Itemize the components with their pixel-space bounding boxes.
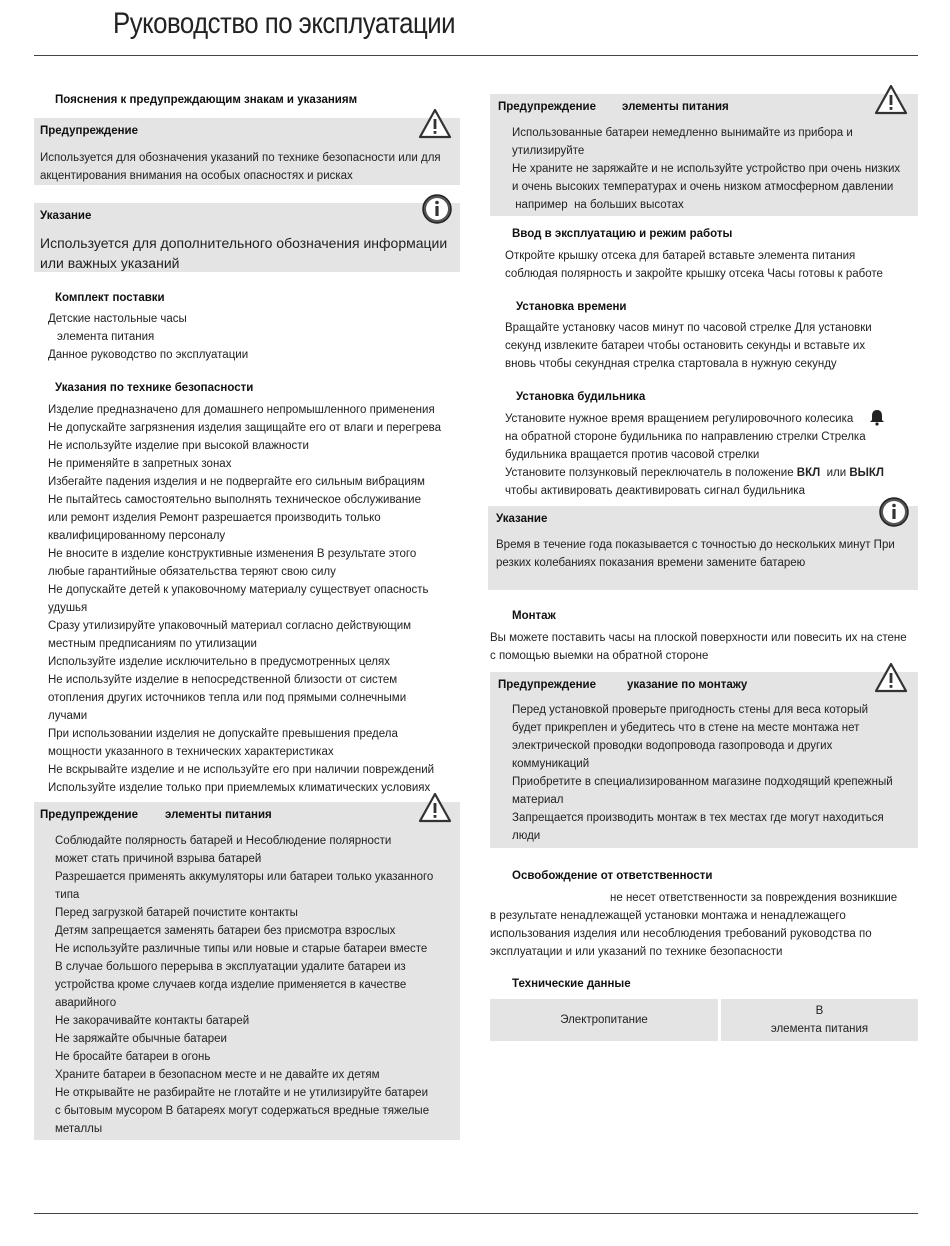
tech-value-line: элемента питания (770, 1023, 869, 1035)
mount-warning-item: люди (512, 830, 541, 842)
safety-item: Не вносите в изделие конструктивные изменения В результате этого (48, 548, 417, 560)
mount-warning-item: Запрещается производить монтаж в тех местах где могут находиться (512, 812, 884, 824)
note-box-line: Время в течение года показывается с точностью до нескольких минут При (496, 539, 895, 551)
battery-warning-item: Не используйте различные типы или новые и старые батареи вместе (55, 943, 428, 955)
battery-warning-heading: Предупреждение (498, 101, 596, 113)
battery-warning-heading: Предупреждение (40, 809, 138, 821)
safety-item: Не используйте изделие при высокой влажности (48, 440, 309, 452)
mount-warning-item: будет прикреплен и убедитесь что в стене на месте монтажа нет (512, 722, 860, 734)
safety-item: Не применяйте в запретных зонах (48, 458, 232, 470)
mount-warning-subheading: указание по монтажу (627, 679, 748, 691)
safety-item: Изделие предназначено для домашнего непромышленного применения (48, 404, 435, 416)
time-setting-line: Вращайте установку часов минут по часовой стрелке Для установки (505, 322, 872, 334)
header-divider (34, 55, 918, 56)
mount-warning-item: коммуникаций (512, 758, 590, 770)
battery-warning-box-right (490, 94, 918, 216)
battery-warning-item: металлы (55, 1123, 103, 1135)
safety-item: Избегайте падения изделия и не подвергайте его сильным вибрациям (48, 476, 425, 488)
note-box-line: резких колебаниях показания времени замените батарею (496, 557, 806, 569)
battery-warning-item: Перед загрузкой батарей почистите контакты (55, 907, 298, 919)
battery-warning-item: аварийного (55, 997, 117, 1009)
page-title: Руководство по эксплуатации (113, 7, 456, 40)
battery-warning-item: Не храните не заряжайте и не используйте устройство при очень низких (512, 163, 901, 175)
alarm-off-label: ВЫКЛ (849, 467, 884, 479)
startup-line: соблюдая полярность и закройте крышку отсека Часы готовы к работе (505, 268, 883, 280)
alarm-line: Установите нужное время вращением регулировочного колесика (505, 413, 854, 425)
startup-line: Откройте крышку отсека для батарей вставьте элемента питания (505, 250, 856, 262)
safety-item: местным предписаниям по утилизации (48, 638, 257, 650)
section-heading-delivery: Комплект поставки (55, 292, 165, 304)
liability-line: эксплуатации и или указаний по технике безопасности (490, 946, 783, 958)
alarm-switch-line2: чтобы активировать деактивировать сигнал будильника (505, 485, 805, 497)
tech-data-table (490, 999, 918, 1041)
mount-warning-item: Приобретите в специализированном магазине подходящий крепежный (512, 776, 893, 788)
safety-item: Не вскрывайте изделие и не используйте его при наличии повреждений (48, 764, 435, 776)
safety-list (48, 401, 441, 797)
safety-item: Не пытайтесь самостоятельно выполнять техническое обслуживание (48, 494, 422, 506)
safety-item: Не допускайте загрязнения изделия защищайте его от влаги и перегрева (48, 422, 441, 434)
time-setting-line: секунд извлеките батареи чтобы остановить секунды и вставьте их (505, 340, 866, 352)
alarm-on-label: ВКЛ (796, 467, 821, 479)
battery-warning-item: Не закорачивайте контакты батарей (55, 1015, 250, 1027)
mount-warning-box (490, 672, 918, 848)
delivery-item: Детские настольные часы (48, 313, 187, 325)
battery-warning-item: Не бросайте батареи в огонь (55, 1051, 211, 1063)
section-heading-mounting: Монтаж (512, 610, 556, 622)
note-box-line: Используется для дополнительного обозначения информации (40, 235, 448, 251)
battery-warning-item: типа (55, 889, 80, 901)
safety-item: любые гарантийные обязательства теряют свою силу (48, 566, 336, 578)
mount-warning-item: Перед установкой проверьте пригодность стены для веса который (512, 704, 869, 716)
tech-value-line: В (815, 1005, 824, 1017)
safety-item: мощности указанного в технических характеристиках (48, 746, 334, 758)
section-heading-safety: Указания по технике безопасности (55, 382, 254, 394)
battery-warning-item: Не открывайте не разбирайте не глотайте и не утилизируйте батареи (55, 1087, 428, 1099)
section-heading-startup: Ввод в эксплуатацию и режим работы (512, 228, 733, 240)
battery-warning-item: В случае большого перерыва в эксплуатации удалите батареи из (55, 961, 406, 973)
safety-item: лучами (48, 710, 88, 722)
warning-triangle-icon (874, 84, 908, 116)
safety-item: отопления других источников тепла или под прямыми солнечными (48, 692, 407, 704)
battery-warning-item: может стать причиной взрыва батарей (55, 853, 262, 865)
warning-triangle-icon (418, 108, 452, 140)
info-circle-icon (420, 193, 454, 225)
safety-item: удушья (48, 602, 88, 614)
note-box-heading: Указание (40, 210, 92, 222)
info-circle-icon (877, 496, 911, 528)
note-box-line: или важных указаний (40, 255, 180, 271)
note-box-right (488, 506, 918, 590)
liability-line: в результате ненадлежащей установки монтажа и ненадлежащего (490, 910, 846, 922)
battery-warning-item: Соблюдайте полярность батарей и Несоблюдение полярности (55, 835, 392, 847)
safety-item: квалифицированному персоналу (48, 530, 226, 542)
safety-item: или ремонт изделия Ремонт разрешается производить только (48, 512, 381, 524)
time-setting-line: вновь чтобы секундная стрелка стартовала в нужную секунду (505, 358, 837, 370)
alarm-switch-line (505, 464, 884, 482)
footer-divider (34, 1213, 918, 1214)
battery-warning-item: Детям запрещается заменять батареи без присмотра взрослых (55, 925, 396, 937)
warning-triangle-icon (418, 792, 452, 824)
warning-box-line: акцентирования внимания на особых опасностях и рисках (40, 170, 353, 182)
safety-item: Не используйте изделие в непосредственной близости от систем (48, 674, 398, 686)
warning-box (34, 118, 460, 185)
alarm-line: на обратной стороне будильника по направлению стрелки Стрелка (505, 431, 866, 443)
section-heading-alarm: Установка будильника (516, 391, 646, 403)
liability-line: не несет ответственности за повреждения возникшие (610, 892, 898, 904)
alarm-line: будильника вращается против часовой стрелки (505, 449, 760, 461)
safety-item: Сразу утилизируйте упаковочный материал согласно действующим (48, 620, 412, 632)
battery-warning-subheading: элементы питания (165, 809, 272, 821)
mount-warning-item: материал (512, 794, 564, 806)
battery-warning-item: утилизируйте (512, 145, 585, 157)
mount-warning-item: электрической проводки водопровода газопровода и других (512, 740, 833, 752)
battery-warning-item: например на больших высотах (512, 199, 684, 211)
section-heading-liability: Освобождение от ответственности (512, 870, 713, 882)
warning-box-heading: Предупреждение (40, 125, 138, 137)
battery-warning-item: Использованные батареи немедленно вынимайте из прибора и (512, 127, 853, 139)
battery-warning-item: с бытовым мусором В батареях могут содержаться вредные тяжелые (55, 1105, 430, 1117)
safety-item: Используйте изделие только при приемлемых климатических условиях (48, 782, 431, 794)
delivery-item: элемента питания (57, 331, 155, 343)
battery-warning-item: устройства кроме случаев когда изделие применяется в качестве (55, 979, 407, 991)
note-box (34, 203, 460, 272)
bell-icon (868, 408, 886, 426)
battery-warning-box-left (34, 802, 460, 1140)
section-heading-tech: Технические данные (512, 978, 631, 990)
tech-label-cell: Электропитание (490, 999, 718, 1041)
mounting-line: Вы можете поставить часы на плоской поверхности или повесить их на стене (490, 632, 907, 644)
delivery-item: Данное руководство по эксплуатации (48, 349, 249, 361)
alarm-switch-text: Установите ползунковый переключатель в положение (505, 467, 797, 479)
battery-warning-item: Не заряжайте обычные батареи (55, 1033, 227, 1045)
battery-warning-item: Разрешается применять аккумуляторы или батареи только указанного (55, 871, 434, 883)
battery-warning-item: и очень высоких температурах и очень низком атмосферном давлении (512, 181, 894, 193)
battery-warning-subheading: элементы питания (622, 101, 729, 113)
battery-warning-item: Храните батареи в безопасном месте и не давайте их детям (55, 1069, 380, 1081)
note-box-heading: Указание (496, 513, 548, 525)
safety-item: Не допускайте детей к упаковочному материалу существует опасность (48, 584, 429, 596)
warning-triangle-icon (874, 662, 908, 694)
warning-box-line: Используется для обозначения указаний по технике безопасности или для (40, 152, 441, 164)
safety-item: Используйте изделие исключительно в предусмотренных целях (48, 656, 390, 668)
liability-line: использования изделия или несоблюдения требований руководства по (490, 928, 872, 940)
section-heading-explanations: Пояснения к предупреждающим знакам и указаниям (55, 94, 358, 106)
mounting-line: с помощью выемки на обратной стороне (490, 650, 709, 662)
mount-warning-heading: Предупреждение (498, 679, 596, 691)
safety-item: При использовании изделия не допускайте превышения предела (48, 728, 398, 740)
alarm-or-text: или (820, 467, 850, 479)
tech-value-cell (721, 999, 918, 1041)
section-heading-time: Установка времени (516, 301, 627, 313)
